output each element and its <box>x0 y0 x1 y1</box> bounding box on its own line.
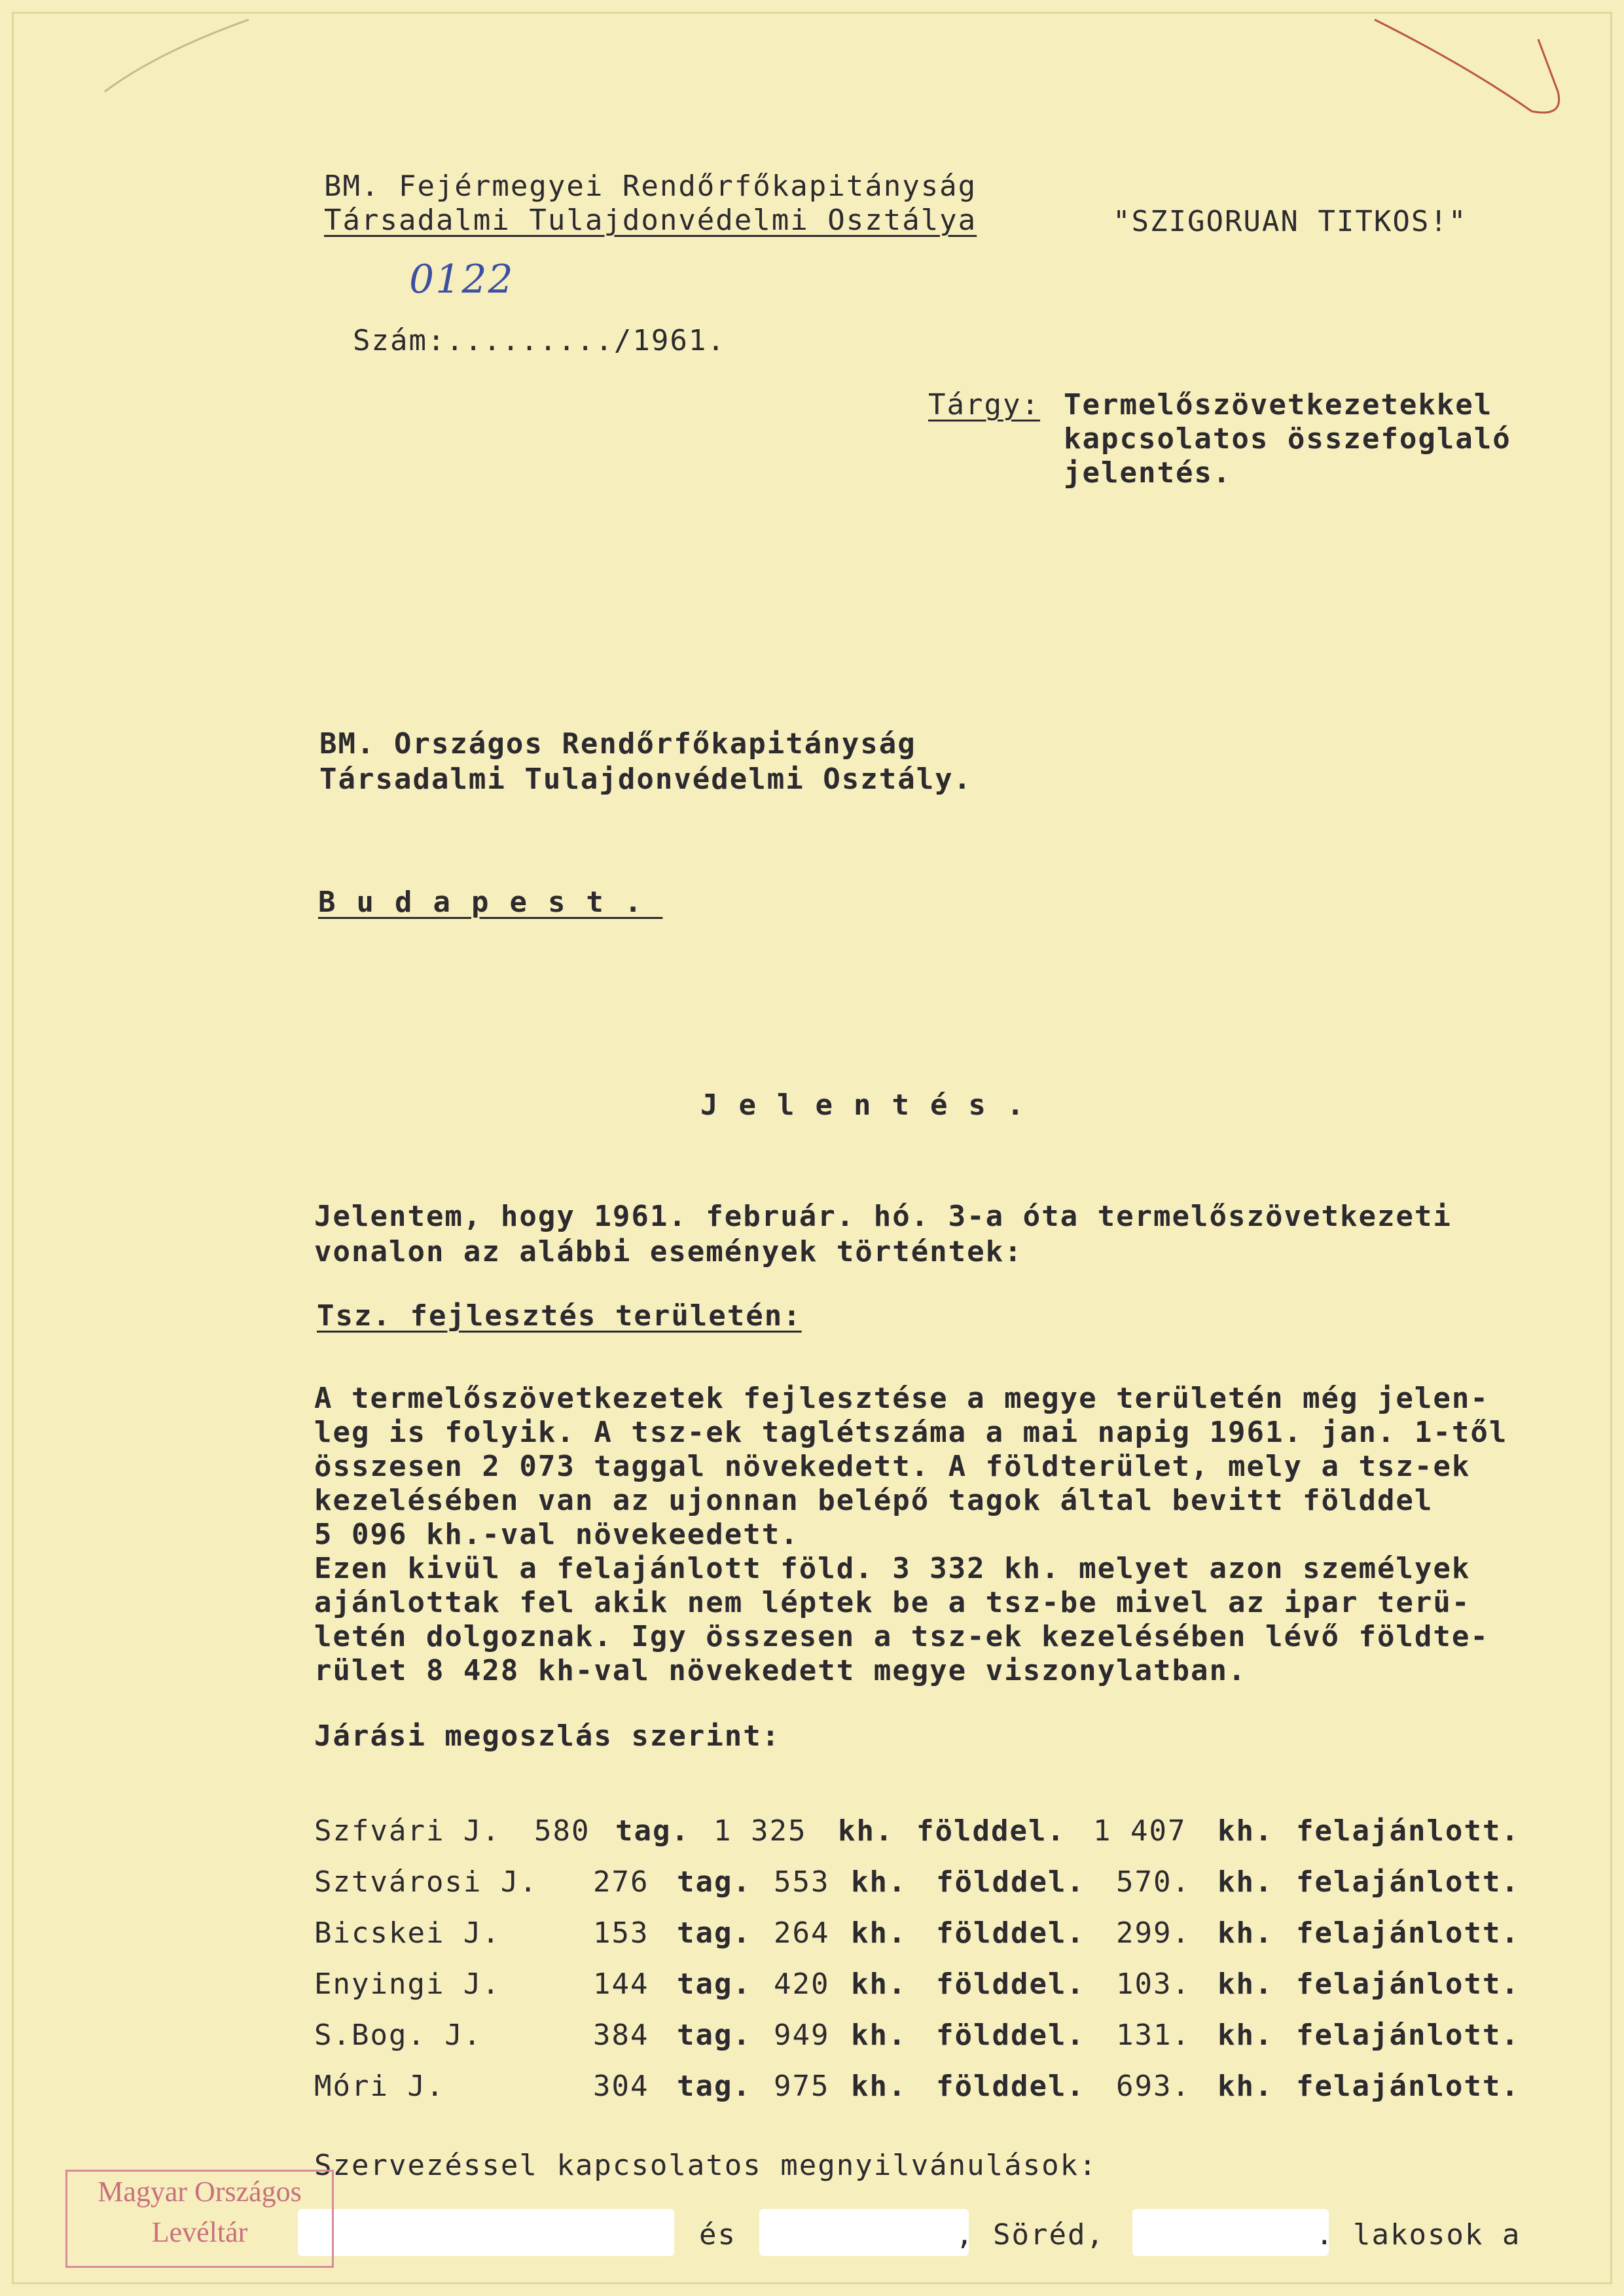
district-offered-label: felajánlott. <box>1296 1814 1520 1848</box>
district-offered-label: felajánlott. <box>1296 1967 1520 2001</box>
body-line: Ezen kivül a felajánlott föld. 3 332 kh. melyet azon személyek <box>314 1552 1471 1585</box>
district-land: 975 <box>774 2070 830 2103</box>
district-land: 1 325 <box>713 1814 807 1848</box>
org-line-1: BM. Fejérmegyei Rendőrfőkapitányság <box>324 170 977 203</box>
subject-line-2: kapcsolatos összefoglaló <box>1064 422 1511 456</box>
body-line: 5 096 kh.-val növekeedett. <box>314 1518 799 1551</box>
stamp-line-1: Magyar Országos <box>98 2176 302 2208</box>
district-tag: tag. <box>677 2018 751 2052</box>
district-land-label: földdel. <box>936 2070 1085 2103</box>
intro-line-1: Jelentem, hogy 1961. február. hó. 3-a óta termelőszövetkezeti <box>314 1200 1452 1233</box>
document-title: Jelentés. <box>700 1088 1045 1122</box>
organizing-heading: Szervezéssel kapcsolatos megnyilvánulások: <box>314 2149 1098 2182</box>
district-tag: tag. <box>677 2070 751 2103</box>
district-members: 580 <box>534 1814 590 1848</box>
district-tag: tag. <box>677 1967 751 2001</box>
district-offered-unit: kh. <box>1218 2018 1274 2052</box>
last-line-tail: . lakosok a <box>1316 2218 1521 2251</box>
subject-line-3: jelentés. <box>1064 456 1232 490</box>
district-land-unit: kh. <box>851 1967 907 2001</box>
district-tag: tag. <box>615 1814 690 1848</box>
redaction-block <box>1132 2209 1329 2256</box>
district-name: Enyingi J. <box>314 1967 501 2001</box>
district-offered-unit: kh. <box>1218 1916 1274 1950</box>
district-land: 264 <box>774 1916 830 1950</box>
district-land-unit: kh. <box>851 1916 907 1950</box>
stamp-line-2: Levéltár <box>151 2216 248 2248</box>
district-members: 144 <box>593 1967 649 2001</box>
district-offered: 693. <box>1116 2070 1191 2103</box>
district-offered: 570. <box>1116 1865 1191 1899</box>
addressee-line-2: Társadalmi Tulajdonvédelmi Osztály. <box>319 762 973 796</box>
district-offered: 299. <box>1116 1916 1191 1950</box>
district-members: 304 <box>593 2070 649 2103</box>
reference-number <box>316 288 726 359</box>
body-line: ajánlottak fel akik nem léptek be a tsz-be mivel az ipar terü- <box>314 1586 1471 1619</box>
subject-line-1: Termelőszövetkezetekkel <box>1064 388 1493 422</box>
district-name: Móri J. <box>314 2070 445 2103</box>
body-line: kezelésében van az ujonnan belépő tagok által bevitt földdel <box>314 1484 1434 1517</box>
org-line-2: Társadalmi Tulajdonvédelmi Osztálya <box>324 204 977 237</box>
district-offered-unit: kh. <box>1218 1967 1274 2001</box>
district-tag: tag. <box>677 1916 751 1950</box>
district-members: 276 <box>593 1865 649 1899</box>
district-offered-label: felajánlott. <box>1296 1865 1520 1899</box>
district-offered-unit: kh. <box>1218 1865 1274 1899</box>
body-line: A termelőszövetkezetek fejlesztése a megye területén még jelen- <box>314 1382 1489 1415</box>
redaction-block <box>759 2209 969 2256</box>
district-heading: Járási megoszlás szerint: <box>314 1719 781 1753</box>
district-land-unit: kh. <box>851 2018 907 2052</box>
district-offered: 1 407 <box>1093 1814 1187 1848</box>
subject-label: Tárgy: <box>928 388 1040 422</box>
district-name: Bicskei J. <box>314 1916 501 1950</box>
district-offered: 103. <box>1116 1967 1191 2001</box>
body-line: leg is folyik. A tsz-ek taglétszáma a mai napig 1961. jan. 1-től <box>314 1416 1508 1449</box>
district-land-label: földdel. <box>936 1967 1085 2001</box>
district-name: S.Bog. J. <box>314 2018 482 2052</box>
district-offered-unit: kh. <box>1218 1814 1274 1848</box>
number-label: Szám: <box>352 324 446 357</box>
district-members: 384 <box>593 2018 649 2052</box>
district-land: 949 <box>774 2018 830 2052</box>
classification-label: "SZIGORUAN TITKOS!" <box>1113 205 1468 238</box>
district-land-unit: kh. <box>851 2070 907 2103</box>
district-land-label: földdel. <box>936 2018 1085 2052</box>
number-year: /1961. <box>613 324 726 357</box>
handwritten-number: 0122 <box>409 257 514 302</box>
corner-fold-mark-right <box>1368 13 1564 124</box>
last-line-place: , Söréd, <box>956 2218 1105 2251</box>
district-land-label: földdel. <box>936 1865 1085 1899</box>
district-name: Sztvárosi J. <box>314 1865 538 1899</box>
district-land-label: földdel. <box>936 1916 1085 1950</box>
district-land-unit: kh. <box>851 1865 907 1899</box>
district-land-label: földdel. <box>916 1814 1066 1848</box>
addressee-city: Budapest. <box>318 886 663 919</box>
number-dots: ......... <box>446 324 614 357</box>
district-offered-label: felajánlott. <box>1296 2018 1520 2052</box>
redaction-block <box>298 2209 674 2256</box>
district-tag: tag. <box>677 1865 751 1899</box>
last-line-es: és <box>699 2218 736 2251</box>
district-members: 153 <box>593 1916 649 1950</box>
body-line: letén dolgoznak. Igy összesen a tsz-ek kezelésében lévő földte- <box>314 1620 1489 1653</box>
district-land: 420 <box>774 1967 830 2001</box>
district-offered-label: felajánlott. <box>1296 1916 1520 1950</box>
corner-fold-mark-left <box>98 13 255 98</box>
body-line: összesen 2 073 taggal növekedett. A földterület, mely a tsz-ek <box>314 1450 1471 1483</box>
section-heading: Tsz. fejlesztés területén: <box>317 1299 802 1333</box>
archive-stamp <box>65 2170 334 2268</box>
body-line: rület 8 428 kh-val növekedett megye viszonylatban. <box>314 1654 1247 1687</box>
district-offered: 131. <box>1116 2018 1191 2052</box>
district-land: 553 <box>774 1865 830 1899</box>
district-offered-unit: kh. <box>1218 2070 1274 2103</box>
intro-line-2: vonalon az alábbi események történtek: <box>314 1235 1023 1268</box>
addressee-line-1: BM. Országos Rendőrfőkapitányság <box>319 727 916 761</box>
district-land-unit: kh. <box>838 1814 894 1848</box>
district-name: Szfvári J. <box>314 1814 501 1848</box>
district-offered-label: felajánlott. <box>1296 2070 1520 2103</box>
